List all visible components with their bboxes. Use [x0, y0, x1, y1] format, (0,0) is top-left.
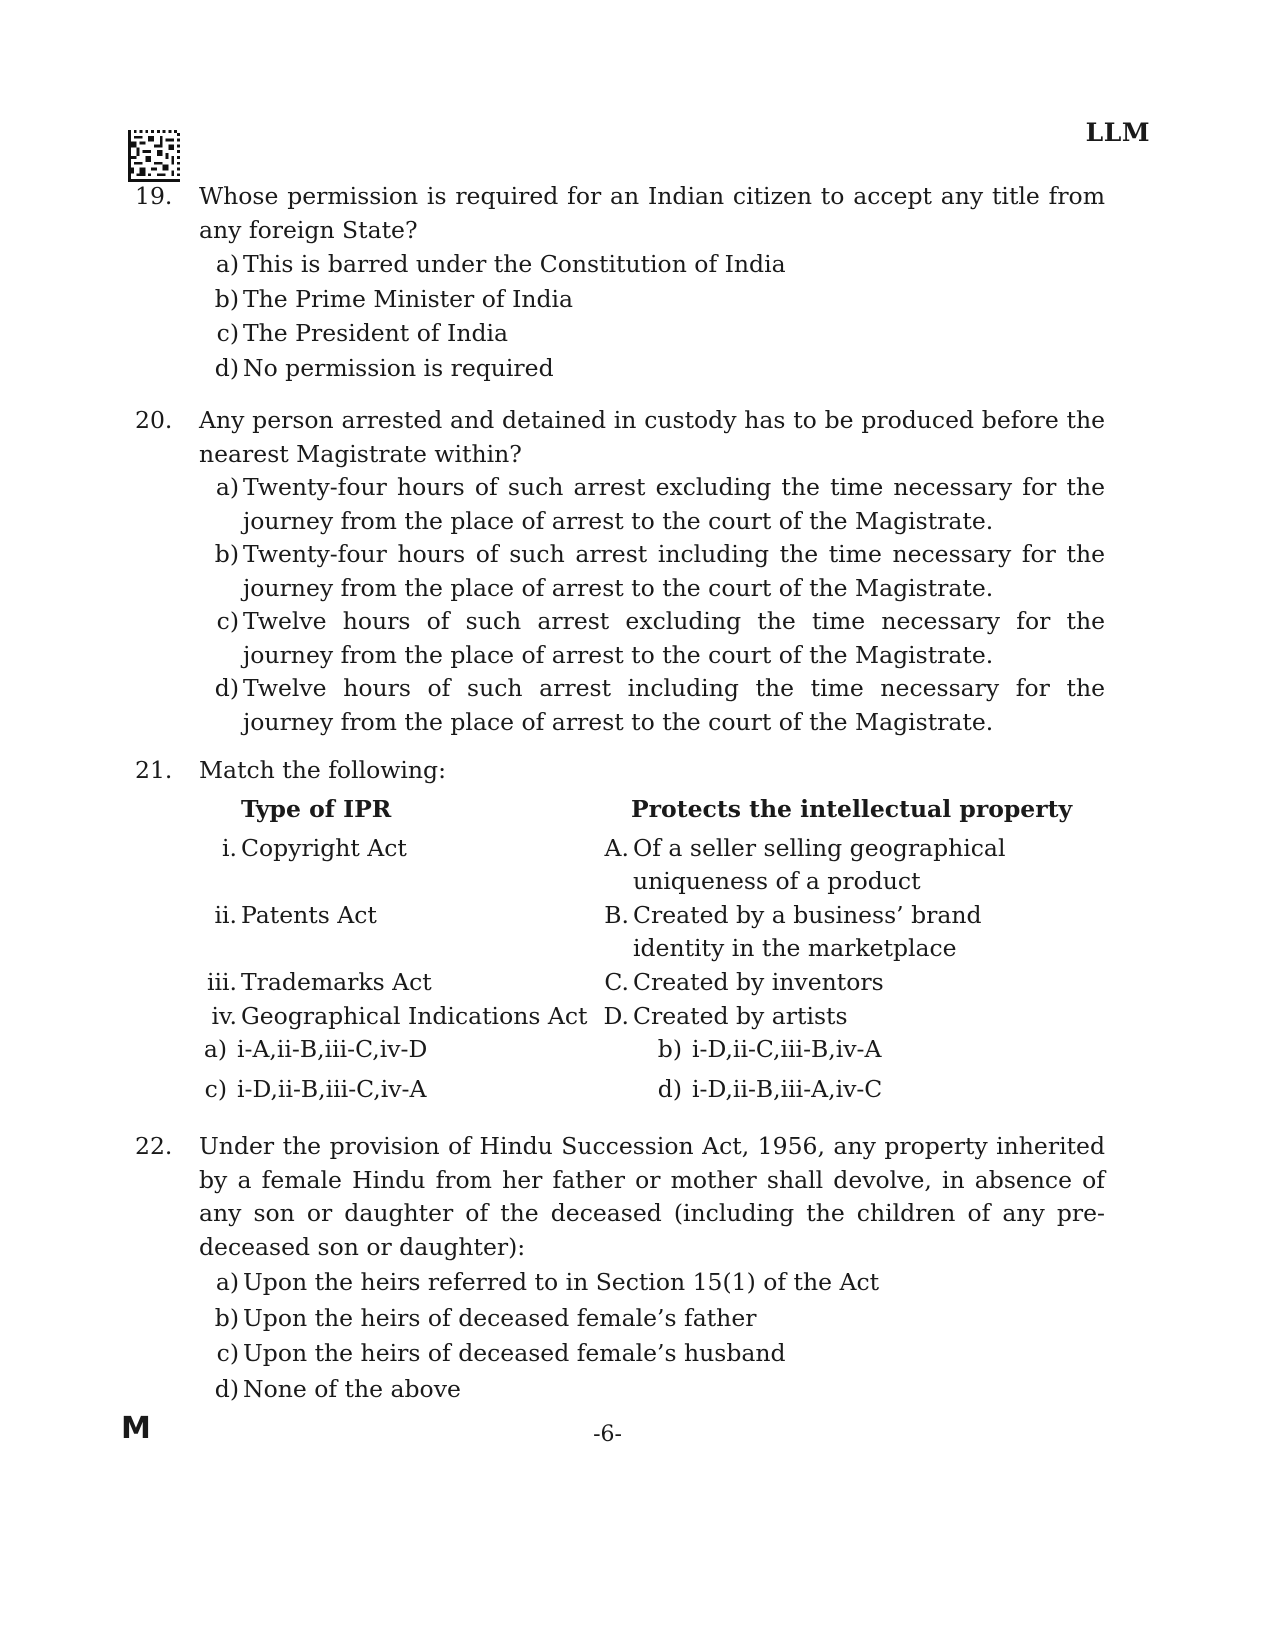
option-b[interactable]	[652, 1033, 881, 1066]
row-roman: i.	[222, 834, 237, 862]
option-label: d)	[214, 353, 239, 382]
column-header-left: Type of IPR	[241, 795, 392, 823]
question-21	[135, 754, 1105, 788]
option-text: i-D,ii-B,iii-A,iv-C	[692, 1075, 883, 1103]
question-text: Match the following:	[199, 756, 446, 784]
options-list	[201, 248, 1105, 385]
row-left-text: Patents Act	[241, 901, 377, 929]
match-row	[135, 966, 1105, 999]
option-c[interactable]	[197, 1073, 426, 1106]
option-label: a)	[203, 1035, 227, 1063]
option-c[interactable]	[201, 317, 1105, 351]
option-b[interactable]	[201, 1302, 1105, 1336]
question-text: Whose permission is required for an Indian citizen to accept any title from any foreign State?	[199, 182, 1105, 244]
option-d[interactable]	[201, 672, 1105, 739]
paper-code: LLM	[1085, 118, 1150, 147]
option-label: c)	[204, 1075, 227, 1103]
option-text: Twenty-four hours of such arrest including the time necessary for the journey from the place of arrest to the court of the Magistrate.	[243, 540, 1105, 602]
option-label: d)	[214, 674, 239, 702]
option-c[interactable]	[201, 605, 1105, 672]
match-table	[135, 793, 1105, 1033]
match-row	[135, 832, 1105, 898]
option-text: i-D,ii-C,iii-B,iv-A	[692, 1035, 882, 1063]
row-letter: B.	[604, 901, 629, 929]
barcode-icon	[127, 130, 181, 182]
option-a[interactable]	[197, 1033, 427, 1066]
option-text: Upon the heirs referred to in Section 15(1) of the Act	[243, 1268, 880, 1296]
page-number: -6-	[593, 1422, 622, 1447]
question-19	[135, 180, 1105, 385]
question-20	[135, 404, 1105, 739]
option-c[interactable]	[201, 1337, 1105, 1371]
question-number: 20.	[135, 406, 173, 434]
row-roman: ii.	[214, 901, 237, 929]
option-text: Twelve hours of such arrest including the time necessary for the journey from the place of arrest to the court of the Magistrate.	[243, 674, 1105, 736]
row-letter: D.	[603, 1002, 629, 1030]
option-label: c)	[216, 319, 239, 347]
option-label: b)	[214, 284, 239, 313]
option-label: b)	[214, 1303, 239, 1332]
row-roman: iv.	[211, 1002, 237, 1030]
option-label: d)	[657, 1075, 682, 1103]
option-label: b)	[657, 1035, 682, 1063]
option-label: a)	[215, 1268, 239, 1296]
option-text: None of the above	[243, 1374, 461, 1403]
option-a[interactable]	[201, 1266, 1105, 1300]
option-b[interactable]	[201, 283, 1105, 317]
row-letter: A.	[604, 834, 629, 862]
option-text: No permission is required	[243, 353, 554, 382]
question-number: 21.	[135, 756, 173, 784]
option-label: a)	[215, 473, 239, 501]
row-right-text: Of a seller selling geographical uniqueness of a product	[633, 834, 1006, 895]
question-22	[135, 1130, 1105, 1406]
options-list	[201, 471, 1105, 739]
option-a[interactable]	[201, 248, 1105, 282]
option-d[interactable]	[201, 352, 1105, 386]
option-label: a)	[215, 250, 239, 278]
option-text: Upon the heirs of deceased female’s husband	[243, 1339, 786, 1367]
series-code: M	[121, 1411, 151, 1446]
option-d[interactable]	[652, 1073, 882, 1106]
row-right-text: Created by inventors	[633, 968, 884, 996]
row-left-text: Trademarks Act	[241, 968, 432, 996]
row-left-text: Geographical Indications Act	[241, 1002, 588, 1030]
option-text: i-A,ii-B,iii-C,iv-D	[237, 1035, 428, 1063]
row-right-text: Created by artists	[633, 1002, 848, 1030]
option-label: c)	[216, 607, 239, 635]
data-matrix-code	[127, 130, 181, 182]
question-number: 19.	[135, 182, 173, 210]
option-b[interactable]	[201, 538, 1105, 605]
option-text: i-D,ii-B,iii-C,iv-A	[237, 1075, 427, 1103]
row-right-text: Created by a business’ brand identity in the marketplace	[633, 901, 982, 962]
question-text: Any person arrested and detained in custody has to be produced before the nearest Magistrate within?	[199, 406, 1105, 468]
column-header-right: Protects the intellectual property	[631, 795, 1073, 823]
options-list	[201, 1266, 1105, 1406]
option-label: d)	[214, 1374, 239, 1403]
option-text: This is barred under the Constitution of India	[243, 250, 786, 278]
option-text: Upon the heirs of deceased female’s father	[243, 1303, 757, 1332]
option-text: The Prime Minister of India	[243, 284, 574, 313]
option-text: Twenty-four hours of such arrest excluding the time necessary for the journey from the place of arrest to the court of the Magistrate.	[243, 473, 1105, 535]
option-d[interactable]	[201, 1373, 1105, 1407]
row-left-text: Copyright Act	[241, 834, 407, 862]
option-text: Twelve hours of such arrest excluding the time necessary for the journey from the place of arrest to the court of the Magistrate.	[243, 607, 1105, 669]
match-row	[135, 899, 1105, 965]
match-table-header	[241, 793, 1105, 826]
row-letter: C.	[604, 968, 629, 996]
option-label: b)	[214, 540, 239, 568]
option-text: The President of India	[243, 319, 509, 347]
question-number: 22.	[135, 1132, 173, 1160]
question-text: Under the provision of Hindu Succession Act, 1956, any property inherited by a female Hindu from her father or mother shall devolve, in absence of any son or daughter of the deceased (including the children of any pre-deceased son or daughter):	[199, 1132, 1105, 1261]
option-a[interactable]	[201, 471, 1105, 538]
option-label: c)	[216, 1339, 239, 1367]
row-roman: iii.	[206, 968, 237, 996]
match-row	[135, 1000, 1105, 1033]
